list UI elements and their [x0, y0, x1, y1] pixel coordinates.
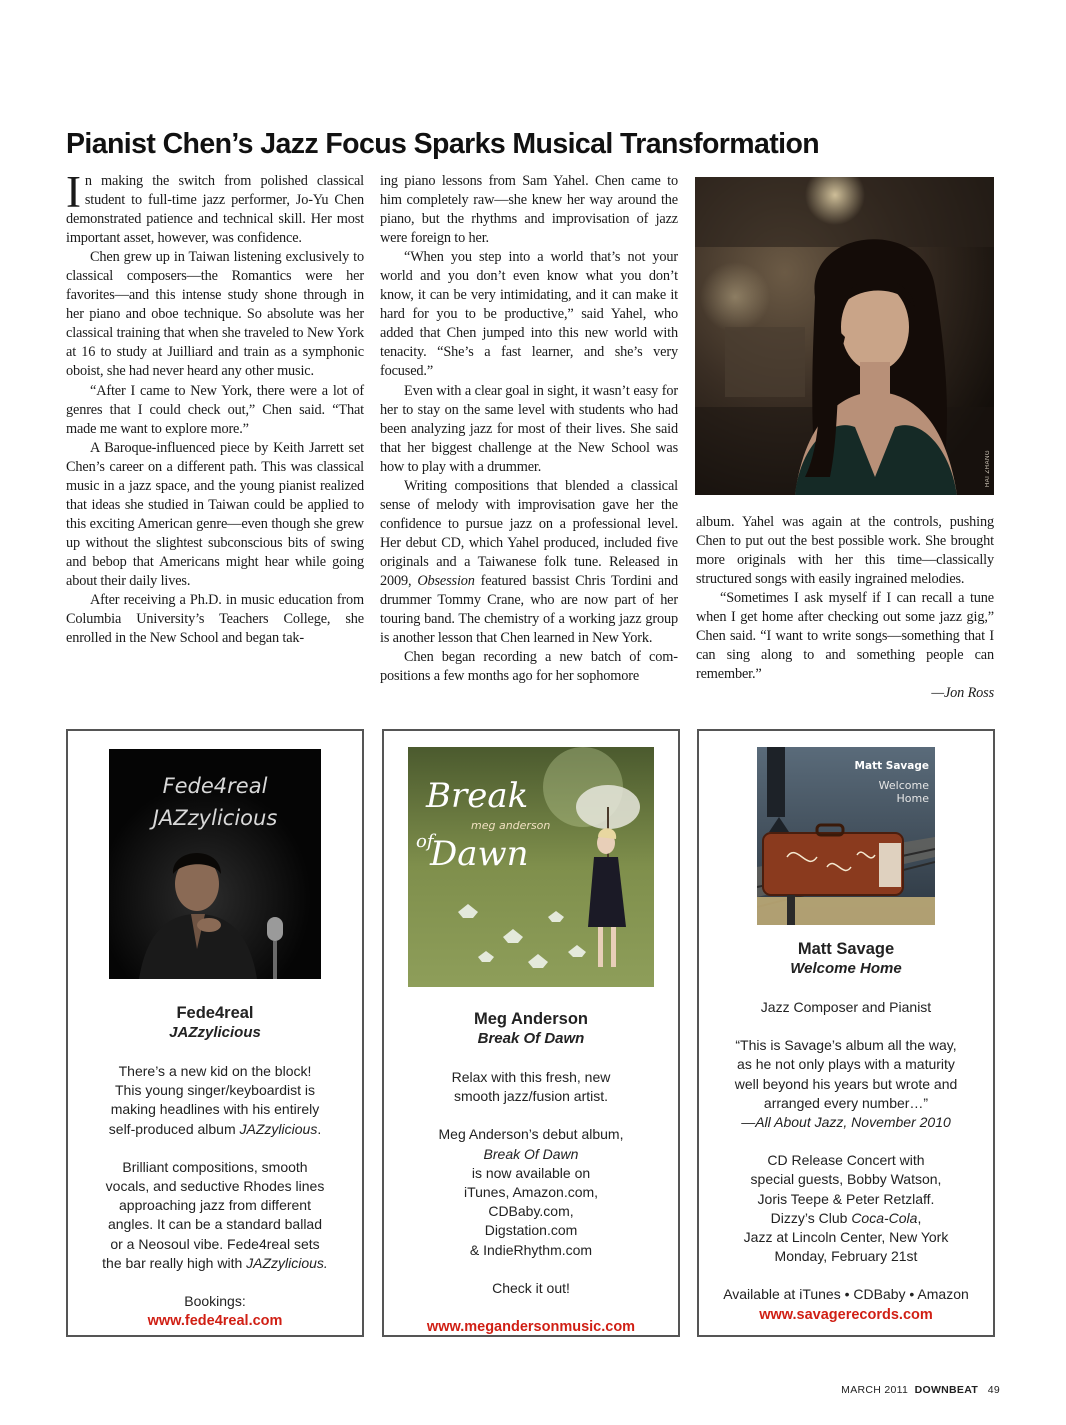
- ad-artist: Fede4real: [176, 1004, 254, 1022]
- cover-title: Break: [426, 776, 529, 816]
- ad-text: Meg Anderson’s debut album, Break Of Dawn is now available on iTunes, Amazon.com, CDBaby.com, Digstation.com & IndieRhythm.com: [438, 1126, 624, 1258]
- article-column-1: [66, 167, 364, 648]
- cover-title: Home: [896, 792, 929, 805]
- ad-album: Break Of Dawn: [477, 1030, 585, 1047]
- paragraph: In making the switch from polished classical student to full-time jazz performer, Jo-Yu Chen demonstrated patience and technical skill. Her most important asset, however, was confidence.: [66, 167, 364, 247]
- drop-cap: I: [66, 167, 81, 217]
- ad-text: There’s a new kid on the block! This young singer/keyboardist is making headlines with his entirely self-produced album JAZzylicious.: [108, 1063, 322, 1137]
- ad-text: Brilliant compositions, smooth vocals, and seductive Rhodes lines approaching jazz from different angles. It can be a standard ballad or a Neosoul vibe. Fede4real sets the bar really high with JAZzylicious.: [102, 1158, 328, 1271]
- cover-artist: meg anderson: [471, 819, 551, 832]
- ad-url-link[interactable]: www.savagerecords.com: [759, 1306, 933, 1323]
- cover-title: of: [416, 831, 434, 852]
- paragraph: A Baroque-influenced piece by Keith Jarrett set Chen’s career on a different path. This was classical music in a jazz space, and the young pianist realized that ideas she studied in Taiwan could be applied to this exciting American genre—even though she grew up without the slightest subconscious bits of swing and bebop that Americans might hear while going about their daily lives.: [66, 439, 364, 589]
- ad-artist: Meg Anderson: [474, 1010, 588, 1028]
- paragraph: “Sometimes I ask myself if I can recall a tune when I get home after checking out some jazz gig,” Chen said. “I want to write songs—something that I can sing along to and something people can remember.”: [696, 590, 994, 683]
- ad-url-link[interactable]: www.fede4real.com: [147, 1313, 283, 1330]
- issue-date: MARCH 2011: [841, 1384, 909, 1396]
- album-cover-art: [757, 747, 935, 925]
- ad-text: CD Release Concert with special guests, Bobby Watson, Joris Teepe & Peter Retzlaff. Dizzy’s Club Coca-Cola, Jazz at Lincoln Center, New York Monday, February 21st: [743, 1152, 949, 1265]
- article-column-3: [696, 513, 994, 703]
- magazine-name: DOWNBEAT: [914, 1384, 979, 1396]
- ad-tagline: Jazz Composer and Pianist: [760, 999, 932, 1015]
- article-column-2: [380, 172, 678, 686]
- photo-credit: HAI ZHANG: [985, 449, 991, 487]
- album-cover: [757, 747, 935, 925]
- album-cover-art: [109, 749, 321, 979]
- ad-cta: Check it out!: [492, 1279, 570, 1296]
- page-number: 49: [987, 1384, 1000, 1396]
- album-cover-art: [408, 747, 654, 987]
- article-headline: Pianist Chen’s Jazz Focus Sparks Musical Transformation: [66, 128, 820, 160]
- paragraph: Even with a clear goal in sight, it wasn’t easy for her to stay on the same level with students who had been analyzing jazz for most of their lives. She said that her biggest challenge at the New School was how to play with a drummer.: [380, 382, 678, 475]
- ad-availability: Available at iTunes • CDBaby • Amazon: [723, 1286, 969, 1303]
- paragraph: “After I came to New York, there were a lot of genres that I could check out,” Chen said. “That made me want to explore more.”: [66, 382, 364, 437]
- paragraph: ing piano lessons from Sam Yahel. Chen came to him completely raw—she knew her way around the piano, but the rhythms and improvisation of jazz were foreign to her.: [380, 173, 678, 247]
- ad-text: Relax with this fresh, new smooth jazz/fusion artist.: [451, 1069, 611, 1105]
- paragraph: album. Yahel was again at the controls, pushing Chen to put out the best possible work. She brought more originals with her this time—classically structured songs with easily ingrained melodies.: [696, 514, 994, 588]
- ad-url-link[interactable]: www.megandersonmusic.com: [426, 1319, 636, 1336]
- cover-name: Matt Savage: [854, 760, 929, 772]
- byline-row: [696, 684, 994, 703]
- cover-text: Fede4real: [162, 774, 268, 798]
- byline: —Jon Ross: [931, 685, 994, 702]
- ad-meg-anderson: [382, 729, 680, 1337]
- portrait-illustration: [695, 177, 994, 495]
- album-cover: [109, 749, 321, 979]
- artist-photo: [695, 177, 994, 495]
- cover-title: Dawn: [430, 834, 529, 874]
- ad-bookings: Bookings:: [184, 1293, 246, 1310]
- paragraph: “When you step into a world that’s not your world and you don’t even know what you don’t know, it can be very intimidating, and it can make it hard for you to be productive,” said Yahel, who added that Chen jumped into this new world with tenacity. “She’s a fast learner, and she’s very focused.”: [380, 249, 678, 380]
- paragraph: Writing compositions that blended a classical sense of melody with improvisation gave her the confidence to pursue jazz on a professional level. Her debut CD, which Yahel produced, included five originals and a Taiwanese folk tune. Released in 2009, Obsession featured bassist Chris Tordini and drummer Tommy Crane, who are now part of her touring band. The chemistry of a working jazz group is another lesson that Chen learned in New York.: [380, 477, 678, 647]
- cover-text: JAZzylicious: [152, 806, 278, 830]
- paragraph: Chen grew up in Taiwan listening exclusively to classical composers—the Romantics were her favorites—and this intense study shone through in her piano and oboe technique. So absolute was her classical training that when she traveled to New York at 16 to study at Juilliard and train as a symphonic oboist, she had never heard any other music.: [66, 249, 364, 380]
- ad-album: Welcome Home: [790, 960, 902, 977]
- paragraph: Chen began recording a new batch of compositions a few months ago for her sophomore: [380, 649, 678, 685]
- ad-album: JAZzylicious: [169, 1024, 261, 1041]
- paragraph: After receiving a Ph.D. in music education from Columbia University’s Teachers College, she enrolled in the New School and began tak-: [66, 592, 364, 647]
- ad-fede4real: [66, 729, 364, 1337]
- cover-title: Welcome: [878, 779, 929, 792]
- album-cover: [408, 747, 654, 987]
- ad-quote: “This is Savage’s album all the way, as he not only plays with a maturity well beyond his years but wrote and arranged every number…” —All About Jazz, November 2010: [734, 1037, 958, 1131]
- ad-artist: Matt Savage: [797, 940, 895, 958]
- page-footer: [841, 1384, 1000, 1396]
- ad-matt-savage: [697, 729, 995, 1337]
